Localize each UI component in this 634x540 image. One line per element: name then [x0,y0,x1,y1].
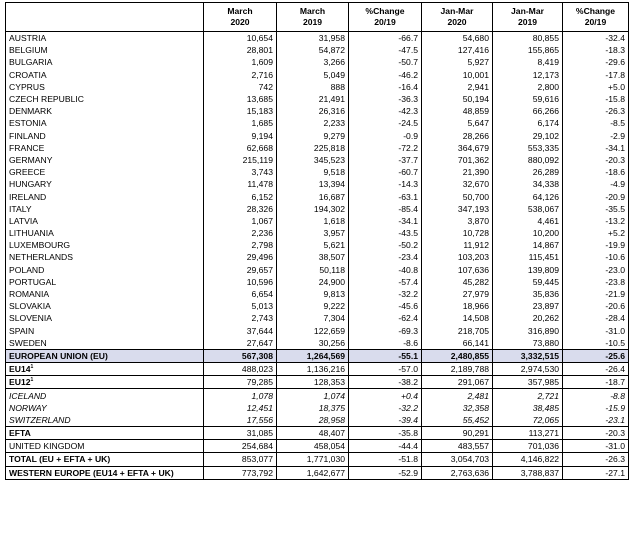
table-cell: 59,445 [493,276,563,288]
table-cell: 24,900 [277,276,349,288]
country-row [6,227,629,239]
row-label: UNITED KINGDOM [6,440,204,453]
table-cell: 62,668 [204,142,277,154]
table-cell: -4.9 [563,178,629,190]
table-cell: 35,836 [493,288,563,300]
table-cell: 50,118 [277,264,349,276]
row-label: SLOVENIA [6,312,204,324]
table-cell: -46.2 [349,69,422,81]
table-cell: -31.0 [563,440,629,453]
table-cell: 1,067 [204,215,277,227]
table-cell: 1,771,030 [277,453,349,466]
table-cell: -63.1 [349,190,422,202]
table-cell: 13,685 [204,93,277,105]
table-cell: -23.8 [563,276,629,288]
table-cell: 3,266 [277,56,349,68]
table-cell: -85.4 [349,203,422,215]
table-cell: 8,419 [493,56,563,68]
country-row [6,130,629,142]
table-cell: 18,966 [422,300,493,312]
country-row [6,264,629,276]
table-cell: 55,452 [422,414,493,427]
table-cell: -28.4 [563,312,629,324]
row-label: CZECH REPUBLIC [6,93,204,105]
table-cell: +5.0 [563,81,629,93]
table-cell: 2,798 [204,239,277,251]
row-label: $EU12^1$ [6,376,204,389]
efta-country-row [6,389,629,402]
row-label: TOTAL (EU + EFTA + UK) [6,453,204,466]
table-cell: 194,302 [277,203,349,215]
row-label: ITALY [6,203,204,215]
table-cell: -32.4 [563,32,629,45]
row-label: SPAIN [6,325,204,337]
table-cell: -29.6 [563,56,629,68]
table-cell: 21,390 [422,166,493,178]
table-cell: 26,316 [277,105,349,117]
table-cell: 23,897 [493,300,563,312]
table-cell: -34.1 [349,215,422,227]
table-cell: 225,818 [277,142,349,154]
table-cell: 853,077 [204,453,277,466]
table-cell: -18.7 [563,376,629,389]
table-cell: -50.2 [349,239,422,251]
table-cell: -23.0 [563,264,629,276]
table-cell: -10.5 [563,337,629,350]
country-row [6,154,629,166]
table-cell: 27,979 [422,288,493,300]
table-cell: 11,478 [204,178,277,190]
table-cell: -15.8 [563,93,629,105]
table-cell: -44.4 [349,440,422,453]
table-cell: 54,872 [277,44,349,56]
country-row [6,178,629,190]
eu-total-row [6,349,629,362]
country-row [6,325,629,337]
row-label: CROATIA [6,69,204,81]
table-cell: 64,126 [493,190,563,202]
table-cell: 10,596 [204,276,277,288]
table-cell: -31.0 [563,325,629,337]
table-cell: 2,941 [422,81,493,93]
registrations-table [5,2,629,480]
table-cell: -25.6 [563,349,629,362]
row-label: LUXEMBOURG [6,239,204,251]
row-label: LITHUANIA [6,227,204,239]
table-cell: 254,684 [204,440,277,453]
table-cell: 3,332,515 [493,349,563,362]
row-label: HUNGARY [6,178,204,190]
table-cell: 5,049 [277,69,349,81]
table-cell: -37.7 [349,154,422,166]
table-cell: 18,375 [277,402,349,414]
country-row [6,215,629,227]
row-label: EFTA [6,427,204,440]
table-cell: 3,054,703 [422,453,493,466]
header-cell: March 2020 [204,3,277,32]
table-cell: -34.1 [563,142,629,154]
table-cell: 29,102 [493,130,563,142]
table-cell: -60.7 [349,166,422,178]
table-cell: -40.8 [349,264,422,276]
country-row [6,56,629,68]
row-label: SWEDEN [6,337,204,350]
row-label: ICELAND [6,389,204,402]
table-cell: 1,136,216 [277,363,349,376]
table-cell: 66,141 [422,337,493,350]
country-row [6,32,629,45]
table-cell: 50,194 [422,93,493,105]
table-cell: -38.2 [349,376,422,389]
table-cell: 20,262 [493,312,563,324]
table-cell: 28,801 [204,44,277,56]
table-cell: -20.3 [563,154,629,166]
table-cell: -26.3 [563,453,629,466]
table-cell: 5,013 [204,300,277,312]
country-row [6,69,629,81]
table-cell: -2.9 [563,130,629,142]
table-cell: +5.2 [563,227,629,239]
header-cell: %Change 20/19 [349,3,422,32]
header-cell: %Change 20/19 [563,3,629,32]
table-cell: 38,507 [277,251,349,263]
row-label: DENMARK [6,105,204,117]
country-row [6,251,629,263]
eu12-row [6,376,629,389]
table-cell: -26.4 [563,363,629,376]
header-cell: Jan-Mar 2020 [422,3,493,32]
country-row [6,81,629,93]
table-cell: 128,353 [277,376,349,389]
table-cell: 5,647 [422,117,493,129]
table-cell: 34,338 [493,178,563,190]
table-cell: 122,659 [277,325,349,337]
table-cell: 291,067 [422,376,493,389]
table-cell: 880,092 [493,154,563,166]
table-cell: -14.3 [349,178,422,190]
table-cell: -15.9 [563,402,629,414]
country-row [6,300,629,312]
table-cell: 32,670 [422,178,493,190]
table-cell: -47.5 [349,44,422,56]
table-cell: 10,001 [422,69,493,81]
table-cell: -23.4 [349,251,422,263]
table-cell: 155,865 [493,44,563,56]
table-cell: 7,304 [277,312,349,324]
table-cell: 13,394 [277,178,349,190]
table-cell: 9,518 [277,166,349,178]
table-cell: 50,700 [422,190,493,202]
table-cell: -27.1 [563,466,629,479]
table-cell: -57.4 [349,276,422,288]
table-cell: 80,855 [493,32,563,45]
table-cell: -8.8 [563,389,629,402]
table-cell: 10,200 [493,227,563,239]
table-cell: 59,616 [493,93,563,105]
table-cell: -20.6 [563,300,629,312]
table-cell: 9,813 [277,288,349,300]
table-cell: -17.8 [563,69,629,81]
table-cell: 11,912 [422,239,493,251]
header-cell: Jan-Mar 2019 [493,3,563,32]
table-cell: -52.9 [349,466,422,479]
country-row [6,190,629,202]
table-cell: 38,485 [493,402,563,414]
table-cell: -26.3 [563,105,629,117]
table-cell: 538,067 [493,203,563,215]
table-cell: -13.2 [563,215,629,227]
row-label: FRANCE [6,142,204,154]
efta-total-row [6,427,629,440]
table-cell: -35.5 [563,203,629,215]
table-cell: 2,800 [493,81,563,93]
row-label: GERMANY [6,154,204,166]
table-cell: 215,119 [204,154,277,166]
table-cell: 2,716 [204,69,277,81]
table-cell: -32.2 [349,402,422,414]
table-cell: -66.7 [349,32,422,45]
table-cell: 28,958 [277,414,349,427]
table-cell: 1,074 [277,389,349,402]
table-cell: -69.3 [349,325,422,337]
table-cell: -57.0 [349,363,422,376]
table-cell: -10.6 [563,251,629,263]
table-cell: -0.9 [349,130,422,142]
table-cell: -16.4 [349,81,422,93]
table-cell: 6,174 [493,117,563,129]
table-cell: -42.3 [349,105,422,117]
table-cell: 6,654 [204,288,277,300]
table-cell: 113,271 [493,427,563,440]
country-row [6,166,629,178]
table-cell: 31,958 [277,32,349,45]
header-cell: March 2019 [277,3,349,32]
table-cell: 37,644 [204,325,277,337]
table-cell: 347,193 [422,203,493,215]
eu14-row [6,363,629,376]
country-row [6,142,629,154]
table-cell: 5,621 [277,239,349,251]
table-cell: 17,556 [204,414,277,427]
table-cell: 2,481 [422,389,493,402]
table-cell: +0.4 [349,389,422,402]
table-cell: 773,792 [204,466,277,479]
row-label: ESTONIA [6,117,204,129]
table-cell: 2,743 [204,312,277,324]
row-label: BELGIUM [6,44,204,56]
table-cell: 79,285 [204,376,277,389]
country-row [6,239,629,251]
table-cell: -8.5 [563,117,629,129]
table-cell: 103,203 [422,251,493,263]
table-cell: 28,266 [422,130,493,142]
table-cell: 14,508 [422,312,493,324]
table-cell: 218,705 [422,325,493,337]
uk-row [6,440,629,453]
table-cell: 12,173 [493,69,563,81]
efta-country-rows [6,389,629,427]
country-row [6,117,629,129]
table-cell: -43.5 [349,227,422,239]
country-row [6,44,629,56]
table-cell: 139,809 [493,264,563,276]
row-label: AUSTRIA [6,32,204,45]
table-cell: -62.4 [349,312,422,324]
row-label: WESTERN EUROPE (EU14 + EFTA + UK) [6,466,204,479]
country-row [6,105,629,117]
table-cell: 3,870 [422,215,493,227]
table-cell: 2,236 [204,227,277,239]
table-cell: 2,189,788 [422,363,493,376]
header-row [6,3,629,32]
row-label: SWITZERLAND [6,414,204,427]
row-label: SLOVAKIA [6,300,204,312]
table-cell: -36.3 [349,93,422,105]
table-cell: 9,279 [277,130,349,142]
row-label: BULGARIA [6,56,204,68]
row-label: FINLAND [6,130,204,142]
table-cell: -23.1 [563,414,629,427]
table-cell: 364,679 [422,142,493,154]
row-label: IRELAND [6,190,204,202]
table-cell: -51.8 [349,453,422,466]
country-row [6,337,629,350]
row-label: EUROPEAN UNION (EU) [6,349,204,362]
row-label: NORWAY [6,402,204,414]
table-cell: 2,763,636 [422,466,493,479]
table-cell: -18.3 [563,44,629,56]
table-cell: 26,289 [493,166,563,178]
table-cell: 21,491 [277,93,349,105]
table-cell: 888 [277,81,349,93]
table-cell: 2,721 [493,389,563,402]
table-cell: -21.9 [563,288,629,300]
table-cell: 9,194 [204,130,277,142]
country-row [6,203,629,215]
table-cell: 1,685 [204,117,277,129]
table-cell: 2,233 [277,117,349,129]
table-cell: 1,609 [204,56,277,68]
table-cell: 29,496 [204,251,277,263]
table-cell: 54,680 [422,32,493,45]
table-cell: -55.1 [349,349,422,362]
table-cell: 553,335 [493,142,563,154]
table-cell: -20.9 [563,190,629,202]
table-cell: -72.2 [349,142,422,154]
row-label: LATVIA [6,215,204,227]
table-cell: 90,291 [422,427,493,440]
table-cell: 4,461 [493,215,563,227]
row-label: POLAND [6,264,204,276]
table-cell: 701,362 [422,154,493,166]
western-europe-row [6,466,629,479]
table-cell: 345,523 [277,154,349,166]
efta-country-row [6,402,629,414]
header-cell [6,3,204,32]
table-cell: 115,451 [493,251,563,263]
table-cell: 14,867 [493,239,563,251]
row-label: GREECE [6,166,204,178]
table-cell: 3,957 [277,227,349,239]
row-label: $EU14^1$ [6,363,204,376]
table-cell: 10,728 [422,227,493,239]
table-cell: 5,927 [422,56,493,68]
table-cell: -18.6 [563,166,629,178]
total-row [6,453,629,466]
table-cell: 357,985 [493,376,563,389]
table-cell: 27,647 [204,337,277,350]
table-cell: 72,065 [493,414,563,427]
table-cell: 1,078 [204,389,277,402]
table-cell: 9,222 [277,300,349,312]
table-cell: 6,152 [204,190,277,202]
table-cell: -19.9 [563,239,629,251]
table-cell: 4,146,822 [493,453,563,466]
table-cell: 2,480,855 [422,349,493,362]
table-cell: 127,416 [422,44,493,56]
table-cell: -35.8 [349,427,422,440]
table-cell: 316,890 [493,325,563,337]
table-cell: 3,743 [204,166,277,178]
efta-country-row [6,414,629,427]
table-cell: -24.5 [349,117,422,129]
table-cell: 29,657 [204,264,277,276]
table-cell: -20.3 [563,427,629,440]
table-cell: 1,264,569 [277,349,349,362]
table-cell: -50.7 [349,56,422,68]
table-cell: 742 [204,81,277,93]
country-row [6,288,629,300]
table-cell: 3,788,837 [493,466,563,479]
table-cell: 2,974,530 [493,363,563,376]
table-cell: 458,054 [277,440,349,453]
table-cell: 1,618 [277,215,349,227]
table-cell: 16,687 [277,190,349,202]
table-cell: 1,642,677 [277,466,349,479]
country-row [6,93,629,105]
table-cell: -32.2 [349,288,422,300]
table-cell: 31,085 [204,427,277,440]
country-row [6,312,629,324]
table-cell: -45.6 [349,300,422,312]
table-cell: -39.4 [349,414,422,427]
table-cell: 32,358 [422,402,493,414]
table-cell: 30,256 [277,337,349,350]
row-label: ROMANIA [6,288,204,300]
row-label: PORTUGAL [6,276,204,288]
row-label: NETHERLANDS [6,251,204,263]
country-rows [6,32,629,350]
table-cell: 66,266 [493,105,563,117]
row-label: CYPRUS [6,81,204,93]
table-cell: 45,282 [422,276,493,288]
table-cell: 73,880 [493,337,563,350]
table-cell: 48,407 [277,427,349,440]
table-cell: 567,308 [204,349,277,362]
table-cell: 488,023 [204,363,277,376]
table-cell: 15,183 [204,105,277,117]
table-cell: 483,557 [422,440,493,453]
table-cell: 48,859 [422,105,493,117]
table-cell: 10,654 [204,32,277,45]
table-cell: 28,326 [204,203,277,215]
country-row [6,276,629,288]
table-cell: 12,451 [204,402,277,414]
table-cell: 107,636 [422,264,493,276]
table-cell: 701,036 [493,440,563,453]
table-cell: -8.6 [349,337,422,350]
